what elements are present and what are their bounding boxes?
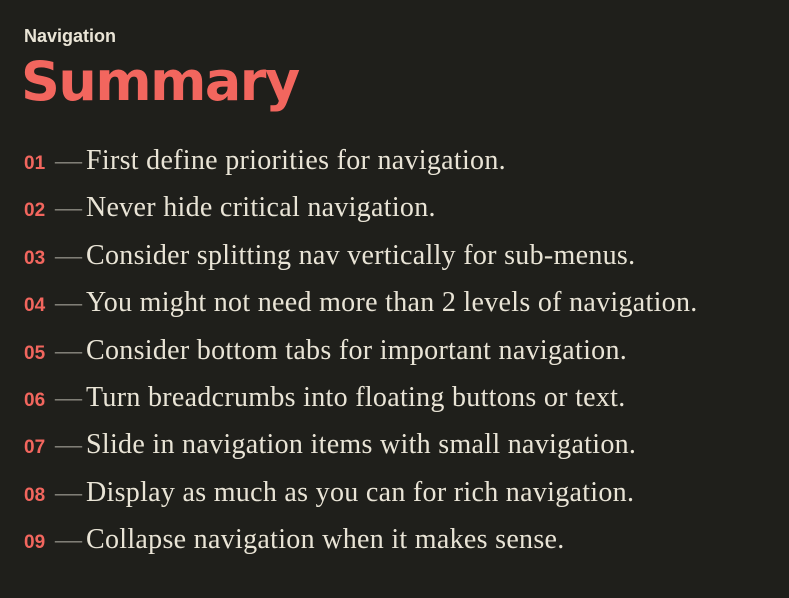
list-item [24, 287, 789, 334]
item-text: Consider splitting nav vertically for sub-menus. [86, 239, 636, 271]
item-number: 08 [24, 484, 46, 506]
item-separator: — [55, 524, 82, 555]
item-number: 05 [24, 342, 46, 364]
item-number: 07 [24, 437, 46, 459]
item-text: You might not need more than 2 levels of navigation. [86, 287, 698, 319]
list-item [24, 335, 789, 382]
item-separator: — [55, 429, 82, 460]
item-separator: — [55, 192, 82, 223]
item-number: 06 [24, 389, 46, 411]
item-number: 09 [24, 532, 46, 554]
list-item [24, 192, 789, 239]
list-item [24, 382, 789, 429]
item-separator: — [55, 334, 82, 365]
section-eyebrow: Navigation [24, 26, 117, 46]
item-separator: — [55, 381, 82, 412]
item-separator: — [55, 287, 82, 318]
item-number: 04 [24, 295, 46, 317]
item-separator: — [55, 239, 82, 270]
list-item [24, 429, 789, 476]
item-separator: — [55, 476, 82, 507]
list-item [24, 145, 789, 192]
list-item [24, 524, 789, 571]
item-text: Turn breadcrumbs into floating buttons or text. [86, 381, 626, 413]
item-separator: — [55, 145, 82, 175]
summary-list [24, 145, 789, 572]
item-text: Never hide critical navigation. [86, 192, 436, 224]
item-number: 02 [24, 200, 46, 222]
item-text: First define priorities for navigation. [86, 145, 506, 176]
item-text: Collapse navigation when it makes sense. [86, 524, 565, 556]
item-number: 03 [24, 247, 46, 269]
item-text: Slide in navigation items with small navigation. [86, 429, 637, 461]
item-text: Display as much as you can for rich navigation. [86, 476, 635, 508]
item-text: Consider bottom tabs for important navigation. [86, 334, 628, 366]
list-item [24, 477, 789, 524]
item-number: 01 [24, 153, 46, 174]
page-title: Summary [21, 50, 299, 113]
list-item [24, 240, 789, 287]
